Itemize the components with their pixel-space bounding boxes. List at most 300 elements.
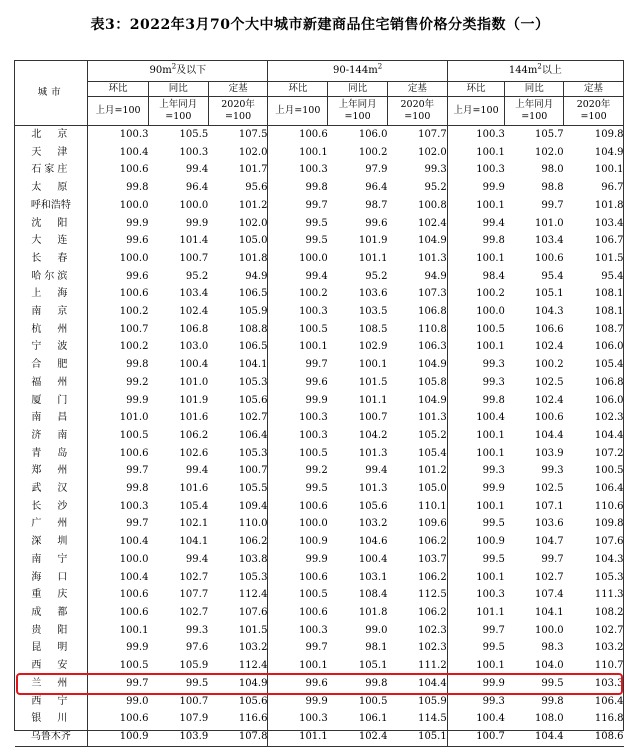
value-cell: 100.1 [358,359,388,371]
value-cell: 100.2 [358,146,388,158]
value-cell: 102.0 [208,144,268,162]
value-cell: 100.4 [358,553,388,565]
table-row [15,622,624,640]
value-cell: 105.1 [387,728,447,746]
value-cell: 100.6 [119,589,149,601]
value-cell: 108.0 [534,713,564,725]
city-column-header: 城市 [15,61,88,126]
value-cell: 106.8 [179,323,209,335]
value-cell: 100.7 [179,695,209,707]
value-cell: 105.1 [534,288,564,300]
value-cell: 103.0 [179,341,209,353]
value-cell: 99.4 [482,217,505,229]
value-cell: 100.2 [119,306,149,318]
city-cell: 沈 阳 [15,215,88,233]
value-cell: 100.6 [299,500,328,512]
value-cell: 106.5 [208,285,268,303]
value-cell: 100.6 [534,412,564,424]
value-cell: 100.3 [299,624,328,636]
value-cell: 104.9 [387,356,447,374]
value-cell: 99.4 [185,164,209,176]
value-cell: 105.3 [208,445,268,463]
value-cell: 104.9 [594,146,624,158]
table-row [15,710,624,728]
value-cell: 101.2 [387,462,447,480]
value-cell: 100.1 [594,164,624,176]
sub-header-row [15,82,624,97]
value-cell: 107.5 [208,126,268,144]
value-cell: 99.6 [305,677,328,689]
value-cell: 99.2 [126,376,149,388]
city-cell: 海 口 [15,569,88,587]
value-cell: 112.5 [387,586,447,604]
value-cell: 105.0 [387,480,447,498]
value-cell: 100.5 [299,323,328,335]
value-cell: 100.6 [119,713,149,725]
city-cell: 南 宁 [15,551,88,569]
value-cell: 108.1 [594,306,624,318]
value-cell: 100.0 [534,624,564,636]
value-cell: 100.4 [179,359,209,371]
value-cell: 106.2 [208,533,268,551]
value-cell: 103.9 [148,728,208,746]
base-header-cell: 2020年=100 [208,97,268,126]
value-cell: 99.8 [365,677,388,689]
value-cell: 99.7 [541,199,564,211]
city-cell: 武 汉 [15,480,88,498]
value-cell: 100.4 [476,713,505,725]
value-cell: 108.6 [564,728,624,746]
value-cell: 99.9 [305,553,328,565]
value-cell: 100.3 [476,589,505,601]
value-cell: 111.3 [594,589,624,601]
value-cell: 101.5 [594,252,624,264]
value-cell: 100.3 [119,500,149,512]
value-cell: 102.6 [179,447,209,459]
value-cell: 99.5 [305,217,328,229]
city-cell: 石家庄 [15,161,88,179]
value-cell: 105.9 [179,660,209,672]
value-cell: 107.7 [179,589,209,601]
value-cell: 99.9 [126,394,149,406]
value-cell: 109.8 [594,129,624,140]
table-row [15,285,624,303]
city-cell: 重 庆 [15,586,88,604]
value-cell: 100.6 [534,252,564,264]
value-cell: 107.1 [534,500,564,512]
value-cell: 99.6 [126,235,149,247]
base-header-cell: 上年同月=100 [505,97,564,126]
value-cell: 100.5 [299,447,328,459]
value-cell: 99.7 [305,642,328,654]
city-cell: 广 州 [15,515,88,533]
value-cell: 108.1 [594,288,624,300]
table-row [15,232,624,250]
value-cell: 98.0 [541,164,564,176]
value-cell: 100.0 [119,199,149,211]
value-cell: 100.6 [119,447,149,459]
price-index-table [14,60,624,747]
value-cell: 100.0 [119,252,149,264]
value-cell: 99.9 [126,217,149,229]
city-cell: 天 津 [15,144,88,162]
value-cell: 99.5 [305,235,328,247]
value-cell: 107.8 [208,728,268,746]
value-cell: 103.1 [358,571,388,583]
value-cell: 100.0 [476,306,505,318]
value-cell: 108.8 [208,321,268,339]
value-cell: 104.1 [534,606,564,618]
table-row [15,445,624,463]
value-cell: 101.9 [179,394,209,406]
value-cell: 104.1 [208,356,268,374]
value-cell: 98.7 [365,199,388,211]
value-cell: 101.3 [387,409,447,427]
table-header [15,61,624,126]
table-row [15,498,624,516]
sub-header-cell: 定基 [564,82,624,97]
value-cell: 104.9 [208,675,268,693]
table-row [15,551,624,569]
city-cell: 成 都 [15,604,88,622]
city-cell: 上 海 [15,285,88,303]
value-cell: 104.6 [358,536,388,548]
value-cell: 99.9 [305,394,328,406]
value-cell: 100.1 [476,660,505,672]
value-cell: 99.8 [482,394,505,406]
table-row [15,144,624,162]
value-cell: 107.3 [387,285,447,303]
value-cell: 108.5 [358,323,388,335]
value-cell: 105.3 [208,374,268,392]
value-cell: 102.4 [534,341,564,353]
value-cell: 99.9 [185,217,209,229]
value-cell: 101.1 [476,606,505,618]
value-cell: 102.7 [208,409,268,427]
value-cell: 99.9 [305,695,328,707]
value-cell: 104.4 [505,728,564,746]
base-header-cell: 2020年=100 [387,97,447,126]
value-cell: 107.6 [594,536,624,548]
value-cell: 99.8 [305,182,328,194]
value-cell: 101.7 [208,161,268,179]
value-cell: 106.1 [358,713,388,725]
city-cell: 南 京 [15,303,88,321]
value-cell: 107.4 [534,589,564,601]
base-header-cell: 上月=100 [268,97,328,126]
value-cell: 105.7 [534,129,564,140]
value-cell: 106.4 [594,483,624,495]
value-cell: 100.1 [476,199,505,211]
value-cell: 100.7 [119,323,149,335]
value-cell: 101.5 [208,622,268,640]
value-cell: 95.2 [365,270,388,282]
table-row [15,462,624,480]
value-cell: 98.3 [541,642,564,654]
table-row [15,515,624,533]
value-cell: 94.9 [208,268,268,286]
value-cell: 103.2 [208,639,268,657]
value-cell: 100.8 [387,197,447,215]
value-cell: 99.9 [126,642,149,654]
value-cell: 100.0 [299,252,328,264]
value-cell: 104.7 [534,536,564,548]
city-cell: 福 州 [15,374,88,392]
value-cell: 100.1 [476,252,505,264]
value-cell: 99.7 [126,518,149,530]
city-cell: 长 沙 [15,498,88,516]
value-cell: 100.9 [88,728,149,746]
value-cell: 100.9 [476,536,505,548]
value-cell: 94.9 [387,268,447,286]
value-cell: 103.4 [534,235,564,247]
table-row [15,197,624,215]
value-cell: 106.2 [387,569,447,587]
value-cell: 99.9 [482,677,505,689]
base-header-cell: 2020年=100 [564,97,624,126]
value-cell: 109.6 [387,515,447,533]
value-cell: 103.3 [594,677,624,689]
value-cell: 100.1 [476,500,505,512]
base-header-cell: 上年同月=100 [148,97,208,126]
value-cell: 103.4 [594,217,624,229]
value-cell: 103.2 [594,642,624,654]
value-cell: 99.3 [541,465,564,477]
value-cell: 100.3 [476,164,505,176]
value-cell: 99.3 [482,465,505,477]
value-cell: 99.9 [482,483,505,495]
value-cell: 102.5 [534,483,564,495]
value-cell: 95.2 [387,179,447,197]
value-cell: 100.9 [299,536,328,548]
value-cell: 106.4 [208,427,268,445]
table-row [15,604,624,622]
value-cell: 107.6 [208,604,268,622]
value-cell: 116.6 [208,710,268,728]
value-cell: 106.6 [534,323,564,335]
city-cell: 贵 阳 [15,622,88,640]
value-cell: 99.2 [305,465,328,477]
value-cell: 106.5 [208,338,268,356]
value-cell: 106.2 [179,429,209,441]
value-cell: 100.1 [119,624,149,636]
value-cell: 100.5 [299,589,328,601]
value-cell: 101.8 [594,199,624,211]
value-cell: 95.6 [208,179,268,197]
value-cell: 100.4 [119,571,149,583]
value-cell: 110.1 [387,498,447,516]
city-cell: 北 京 [15,126,88,144]
value-cell: 95.2 [185,270,209,282]
value-cell: 103.6 [358,288,388,300]
table-row [15,409,624,427]
value-cell: 103.4 [179,288,209,300]
value-cell: 106.2 [387,604,447,622]
city-cell: 哈尔滨 [15,268,88,286]
group-header-large: $144m^2$以上 [447,61,623,82]
table-row [15,268,624,286]
value-cell: 101.5 [358,376,388,388]
value-cell: 104.9 [387,392,447,410]
value-cell: 102.4 [179,306,209,318]
value-cell: 110.6 [594,500,624,512]
sub-header-cell: 环比 [447,82,505,97]
city-cell: 乌鲁木齐 [15,728,88,746]
city-cell: 南 昌 [15,409,88,427]
value-cell: 108.4 [358,589,388,601]
value-cell: 104.3 [534,306,564,318]
value-cell: 100.3 [299,164,328,176]
value-cell: 102.0 [208,215,268,233]
value-cell: 116.8 [594,713,624,725]
value-cell: 100.0 [179,199,209,211]
table-row [15,321,624,339]
table-row [15,569,624,587]
value-cell: 102.7 [594,624,624,636]
value-cell: 100.3 [476,129,505,140]
sub-header-cell: 同比 [328,82,388,97]
value-cell: 100.2 [534,359,564,371]
city-cell: 合 肥 [15,356,88,374]
table-row [15,250,624,268]
value-cell: 99.4 [185,553,209,565]
table-row [15,427,624,445]
value-cell: 100.1 [476,341,505,353]
city-cell: 大 连 [15,232,88,250]
value-cell: 112.4 [208,657,268,675]
value-cell: 101.6 [179,483,209,495]
group-header-small: $90m^2$及以下 [88,61,268,82]
table-row [15,392,624,410]
value-cell: 106.0 [594,341,624,353]
value-cell: 105.5 [208,480,268,498]
value-cell: 102.1 [179,518,209,530]
value-cell: 99.9 [482,182,505,194]
table-row [15,215,624,233]
value-cell: 101.8 [208,250,268,268]
value-cell: 99.3 [482,695,505,707]
city-cell: 兰 州 [15,675,88,693]
value-cell: 102.3 [594,412,624,424]
value-cell: 101.8 [358,606,388,618]
base-header-cell: 上年同月=100 [328,97,388,126]
table-row [15,639,624,657]
value-cell: 100.4 [119,536,149,548]
table-row [15,303,624,321]
value-cell: 106.8 [387,303,447,321]
value-cell: 110.8 [387,321,447,339]
value-cell: 99.7 [482,624,505,636]
value-cell: 101.6 [179,412,209,424]
value-cell: 100.1 [476,571,505,583]
value-cell: 102.4 [387,215,447,233]
base-header-row [15,97,624,126]
value-cell: 99.0 [365,624,388,636]
value-cell: 99.7 [541,553,564,565]
value-cell: 99.7 [126,677,149,689]
value-cell: 105.4 [594,359,624,371]
value-cell: 101.0 [179,376,209,388]
city-cell: 长 春 [15,250,88,268]
value-cell: 99.5 [305,483,328,495]
value-cell: 105.6 [208,693,268,711]
city-cell: 青 岛 [15,445,88,463]
value-cell: 100.2 [299,288,328,300]
value-cell: 100.1 [476,146,505,158]
value-cell: 99.6 [305,376,328,388]
table-row [15,161,624,179]
value-cell: 100.3 [299,429,328,441]
value-cell: 99.5 [482,642,505,654]
city-cell: 银 川 [15,710,88,728]
city-cell: 呼和浩特 [15,197,88,215]
value-cell: 112.4 [208,586,268,604]
table-row [15,480,624,498]
value-cell: 100.7 [179,252,209,264]
value-cell: 97.9 [365,164,388,176]
value-cell: 98.4 [482,270,505,282]
value-cell: 100.4 [476,412,505,424]
value-cell: 100.7 [447,728,505,746]
table-row [15,356,624,374]
table-row [15,179,624,197]
city-cell: 厦 门 [15,392,88,410]
value-cell: 99.5 [541,677,564,689]
value-cell: 99.7 [305,359,328,371]
value-cell: 101.2 [208,197,268,215]
value-cell: 100.7 [358,412,388,424]
value-cell: 105.9 [208,303,268,321]
value-cell: 105.8 [387,374,447,392]
value-cell: 102.7 [534,571,564,583]
value-cell: 97.6 [185,642,209,654]
value-cell: 99.0 [126,695,149,707]
value-cell: 111.2 [387,657,447,675]
value-cell: 100.6 [299,571,328,583]
value-cell: 103.7 [387,551,447,569]
value-cell: 102.3 [387,639,447,657]
value-cell: 107.2 [594,447,624,459]
value-cell: 110.0 [208,515,268,533]
value-cell: 102.4 [328,728,388,746]
city-cell: 郑 州 [15,462,88,480]
value-cell: 100.6 [119,606,149,618]
value-cell: 99.7 [305,199,328,211]
value-cell: 100.3 [299,412,328,424]
value-cell: 102.7 [179,571,209,583]
value-cell: 100.3 [119,129,149,140]
value-cell: 100.5 [476,323,505,335]
value-cell: 98.1 [365,642,388,654]
value-cell: 100.5 [119,429,149,441]
value-cell: 107.7 [387,126,447,144]
sub-header-cell: 环比 [268,82,328,97]
city-cell: 昆 明 [15,639,88,657]
value-cell: 103.9 [534,447,564,459]
value-cell: 99.7 [126,465,149,477]
value-cell: 102.3 [387,622,447,640]
value-cell: 99.3 [185,624,209,636]
value-cell: 104.2 [358,429,388,441]
table-row [15,533,624,551]
value-cell: 108.7 [594,323,624,335]
value-cell: 110.7 [594,660,624,672]
value-cell: 105.1 [358,660,388,672]
value-cell: 96.4 [185,182,209,194]
value-cell: 100.2 [119,341,149,353]
value-cell: 102.5 [534,376,564,388]
value-cell: 109.4 [208,498,268,516]
